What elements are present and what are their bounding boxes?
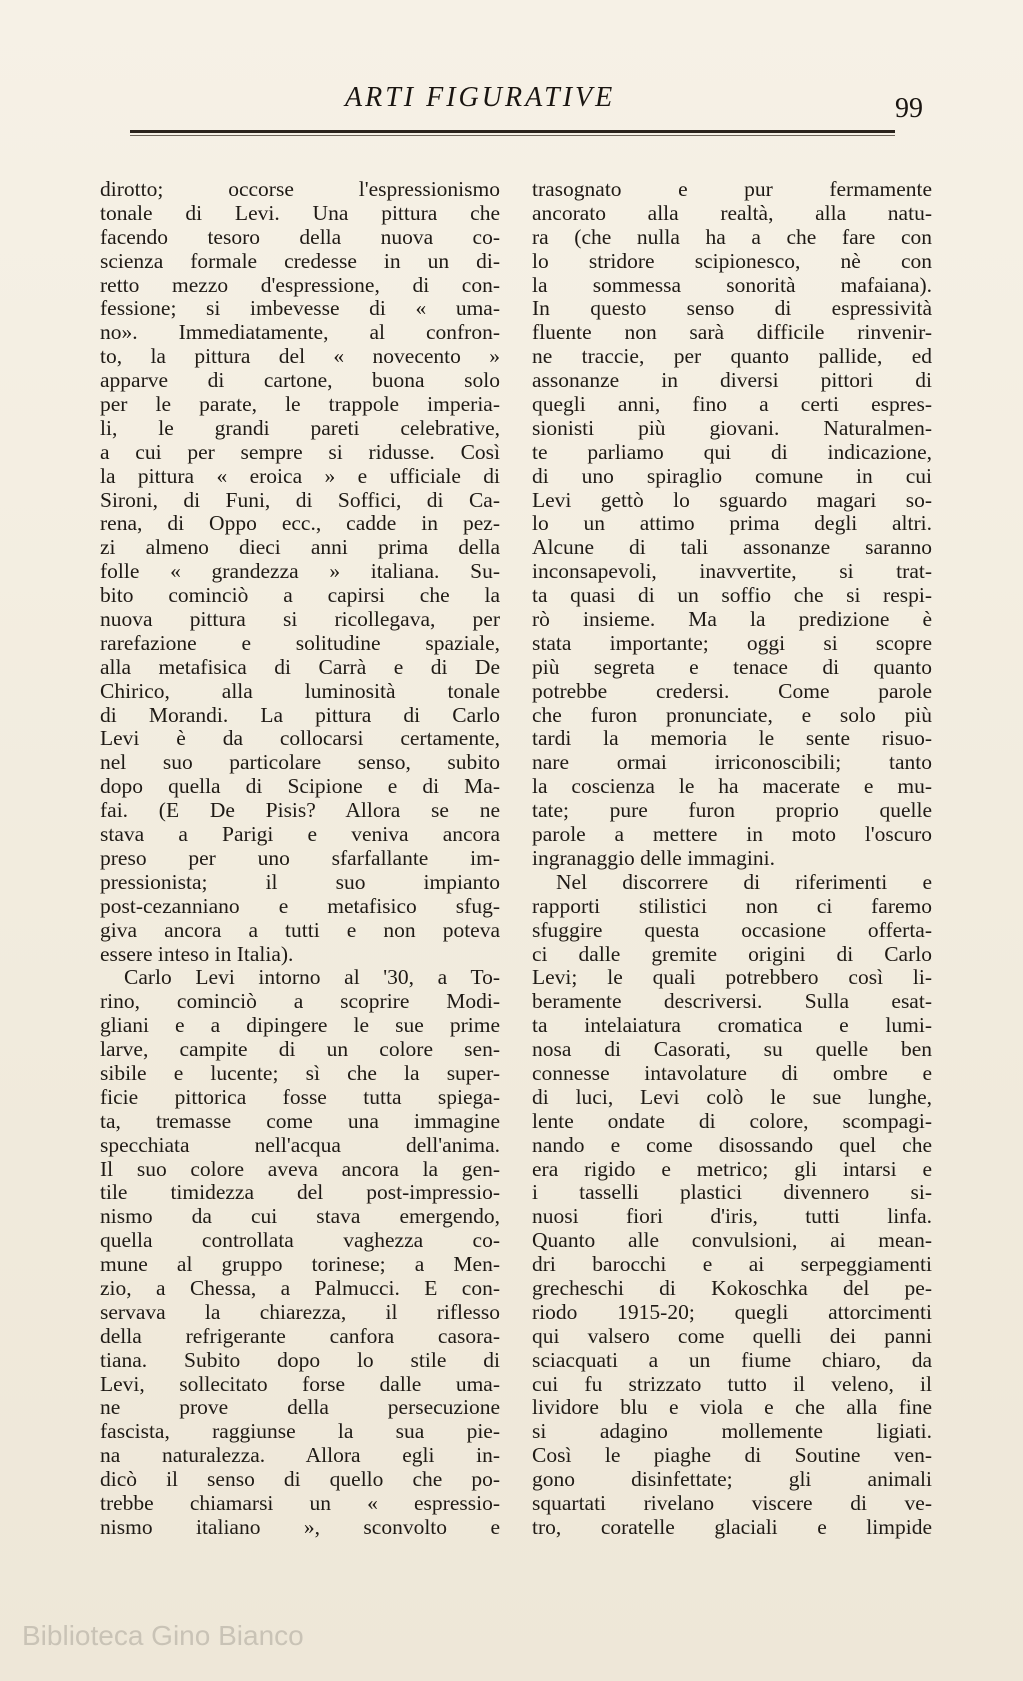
text-line: no». Immediatamente, al confron- xyxy=(100,321,500,345)
text-line: nismo italiano », sconvolto e xyxy=(100,1515,500,1539)
text-line: inconsapevoli, inavvertite, si trat- xyxy=(532,560,932,584)
text-line: nando e come disossando quel che xyxy=(532,1133,932,1157)
text-line: Levi; le quali potrebbero così li- xyxy=(532,966,932,990)
text-line: rena, di Oppo ecc., cadde in pez- xyxy=(100,512,500,536)
text-line: to, la pittura del « novecento » xyxy=(100,345,500,369)
text-line: apparve di cartone, buona solo xyxy=(100,369,500,393)
text-line: Levi è da collocarsi certamente, xyxy=(100,727,500,751)
text-line: In questo senso di espressività xyxy=(532,297,932,321)
text-line: sfuggire questa occasione offerta- xyxy=(532,918,932,942)
text-line: nuosi fiori d'iris, tutti linfa. xyxy=(532,1205,932,1229)
header-rule xyxy=(130,130,895,133)
text-line: i tasselli plastici divennero si- xyxy=(532,1181,932,1205)
text-line: Sironi, di Funi, di Soffici, di Ca- xyxy=(100,488,500,512)
text-line: sibile e lucente; sì che la super- xyxy=(100,1061,500,1085)
text-line: stata importante; oggi si scopre xyxy=(532,631,932,655)
text-line: riodo 1915-20; quegli attorcimenti xyxy=(532,1300,932,1324)
text-line: ancorato alla realtà, alla natu- xyxy=(532,201,932,225)
text-line: rò insieme. Ma la predizione è xyxy=(532,608,932,632)
text-line: la coscienza le ha macerate e mu- xyxy=(532,775,932,799)
running-header-title: ARTI FIGURATIVE xyxy=(345,82,616,113)
header-rule-thin xyxy=(130,135,895,136)
text-line: ingranaggio delle immagini. xyxy=(532,846,776,870)
text-line: ne prove della persecuzione xyxy=(100,1396,500,1420)
text-line: sciacquati a un fiume chiaro, da xyxy=(532,1348,932,1372)
text-line: connesse intavolature di ombre e xyxy=(532,1061,932,1085)
text-line: tardi la memoria le sente risuo- xyxy=(532,727,932,751)
text-line: larve, campite di un colore sen- xyxy=(100,1038,500,1062)
text-line: tonale di Levi. Una pittura che xyxy=(100,201,500,225)
text-line: lo stridore scipionesco, nè con xyxy=(532,249,932,273)
text-line: era rigido e metrico; gli intarsi e xyxy=(532,1157,932,1181)
text-line: dirotto; occorse l'espressionismo xyxy=(100,178,500,201)
text-line: più segreta e tenace di quanto xyxy=(532,655,932,679)
text-line: nuova pittura si ricollegava, per xyxy=(100,608,500,632)
text-line: servava la chiarezza, il riflesso xyxy=(100,1300,500,1324)
text-line: facendo tesoro della nuova co- xyxy=(100,225,500,249)
text-line: ta quasi di un soffio che si respi- xyxy=(532,584,932,608)
text-line: ci dalle gremite origini di Carlo xyxy=(532,942,932,966)
text-line: cui fu strizzato tutto il veleno, il xyxy=(532,1372,932,1396)
text-line: gono disinfettate; gli animali xyxy=(532,1468,932,1492)
text-line: della refrigerante canfora casora- xyxy=(100,1324,500,1348)
text-line: specchiata nell'acqua dell'anima. xyxy=(100,1133,500,1157)
text-line: lo un attimo prima degli altri. xyxy=(532,512,932,536)
text-line: pressionista; il suo impianto xyxy=(100,870,500,894)
text-line: rapporti stilistici non ci faremo xyxy=(532,894,932,918)
text-line: Così le piaghe di Soutine ven- xyxy=(532,1444,932,1468)
text-line: zio, a Chessa, a Palmucci. E con- xyxy=(100,1276,500,1300)
text-line: nismo da cui stava emergendo, xyxy=(100,1205,500,1229)
text-line: lividore blu e viola e che alla fine xyxy=(532,1396,932,1420)
text-line: quegli anni, fino a certi espres- xyxy=(532,393,932,417)
text-line: assonanze in diversi pittori di xyxy=(532,369,932,393)
text-line: nel suo particolare senso, subito xyxy=(100,751,500,775)
text-line: te parliamo qui di indicazione, xyxy=(532,440,932,464)
text-line: ficie pittorica fosse tutta spiega- xyxy=(100,1085,500,1109)
text-line: parole a mettere in moto l'oscuro xyxy=(532,823,932,847)
text-line: di luci, Levi colò le sue lunghe, xyxy=(532,1085,932,1109)
text-line: Quanto alle convulsioni, ai mean- xyxy=(532,1229,932,1253)
text-line: squartati rivelano viscere di ve- xyxy=(532,1491,932,1515)
text-line: beramente descriversi. Sulla esat- xyxy=(532,990,932,1014)
text-line: la sommessa sonorità mafaiana). xyxy=(532,273,932,297)
text-line: fai. (E De Pisis? Allora se ne xyxy=(100,799,500,823)
text-line: retto mezzo d'espressione, di con- xyxy=(100,273,500,297)
text-line: fessione; si imbevesse di « uma- xyxy=(100,297,500,321)
text-line: scienza formale credesse in un di- xyxy=(100,249,500,273)
text-line: tiana. Subito dopo lo stile di xyxy=(100,1348,500,1372)
text-line: dopo quella di Scipione e di Ma- xyxy=(100,775,500,799)
text-line: rarefazione e solitudine spaziale, xyxy=(100,631,500,655)
text-line: quella controllata vaghezza co- xyxy=(100,1229,500,1253)
text-line: di uno spiraglio comune in cui xyxy=(532,464,932,488)
text-line: tile timidezza del post-impressio- xyxy=(100,1181,500,1205)
text-line: fascista, raggiunse la sua pie- xyxy=(100,1420,500,1444)
text-line: sionisti più giovani. Naturalmen- xyxy=(532,416,932,440)
text-line: Carlo Levi intorno al '30, a To- xyxy=(124,966,500,990)
right-text-column xyxy=(532,178,932,1540)
text-line: stava a Parigi e veniva ancora xyxy=(100,823,500,847)
text-line: tro, coratelle glaciali e limpide xyxy=(532,1515,932,1539)
library-watermark: Biblioteca Gino Bianco xyxy=(22,1620,304,1651)
text-line: nare ormai irriconoscibili; tanto xyxy=(532,751,932,775)
text-line: bito cominciò a capirsi che la xyxy=(100,584,500,608)
text-line: Alcune di tali assonanze saranno xyxy=(532,536,932,560)
text-line: che furon pronunciate, e solo più xyxy=(532,703,932,727)
text-line: Levi gettò lo sguardo magari so- xyxy=(532,488,932,512)
text-line: preso per uno sfarfallante im- xyxy=(100,846,500,870)
text-line: giva ancora a tutti e non poteva xyxy=(100,918,500,942)
text-line: per le parate, le trappole imperia- xyxy=(100,393,500,417)
text-line: na naturalezza. Allora egli in- xyxy=(100,1444,500,1468)
text-line: si adagino mollemente ligiati. xyxy=(532,1420,932,1444)
text-line: ne traccie, per quanto pallide, ed xyxy=(532,345,932,369)
text-line: Il suo colore aveva ancora la gen- xyxy=(100,1157,500,1181)
text-line: ra (che nulla ha a che fare con xyxy=(532,225,932,249)
text-line: Levi, sollecitato forse dalle uma- xyxy=(100,1372,500,1396)
text-line: post-cezanniano e metafisico sfug- xyxy=(100,894,500,918)
page-number: 99 xyxy=(895,93,923,124)
text-line: a cui per sempre si ridusse. Così xyxy=(100,440,500,464)
text-line: gliani e a dipingere le sue prime xyxy=(100,1014,500,1038)
text-line: lente ondate di colore, scompagi- xyxy=(532,1109,932,1133)
text-line: tate; pure furon proprio quelle xyxy=(532,799,932,823)
text-line: mune al gruppo torinese; a Men- xyxy=(100,1253,500,1277)
text-line: ta intelaiatura cromatica e lumi- xyxy=(532,1014,932,1038)
text-line: folle « grandezza » italiana. Su- xyxy=(100,560,500,584)
text-line: di Morandi. La pittura di Carlo xyxy=(100,703,500,727)
text-line: la pittura « eroica » e ufficiale di xyxy=(100,464,500,488)
text-line: qui valsero come quelli dei panni xyxy=(532,1324,932,1348)
text-line: essere inteso in Italia). xyxy=(100,942,294,966)
text-line: nosa di Casorati, su quelle ben xyxy=(532,1038,932,1062)
text-line: trasognato e pur fermamente xyxy=(532,178,932,201)
text-line: ta, tremasse come una immagine xyxy=(100,1109,500,1133)
text-line: zi almeno dieci anni prima della xyxy=(100,536,500,560)
text-line: dicò il senso di quello che po- xyxy=(100,1468,500,1492)
text-line: grecheschi di Kokoschka del pe- xyxy=(532,1276,932,1300)
text-line: Chirico, alla luminosità tonale xyxy=(100,679,500,703)
text-line: fluente non sarà difficile rinvenir- xyxy=(532,321,932,345)
left-text-column xyxy=(100,178,500,1540)
text-line: li, le grandi pareti celebrative, xyxy=(100,416,500,440)
text-line: trebbe chiamarsi un « espressio- xyxy=(100,1491,500,1515)
text-line: alla metafisica di Carrà e di De xyxy=(100,655,500,679)
text-line: potrebbe credersi. Come parole xyxy=(532,679,932,703)
text-line: rino, cominciò a scoprire Modi- xyxy=(100,990,500,1014)
text-line: Nel discorrere di riferimenti e xyxy=(556,870,932,894)
text-line: dri barocchi e ai serpeggiamenti xyxy=(532,1253,932,1277)
